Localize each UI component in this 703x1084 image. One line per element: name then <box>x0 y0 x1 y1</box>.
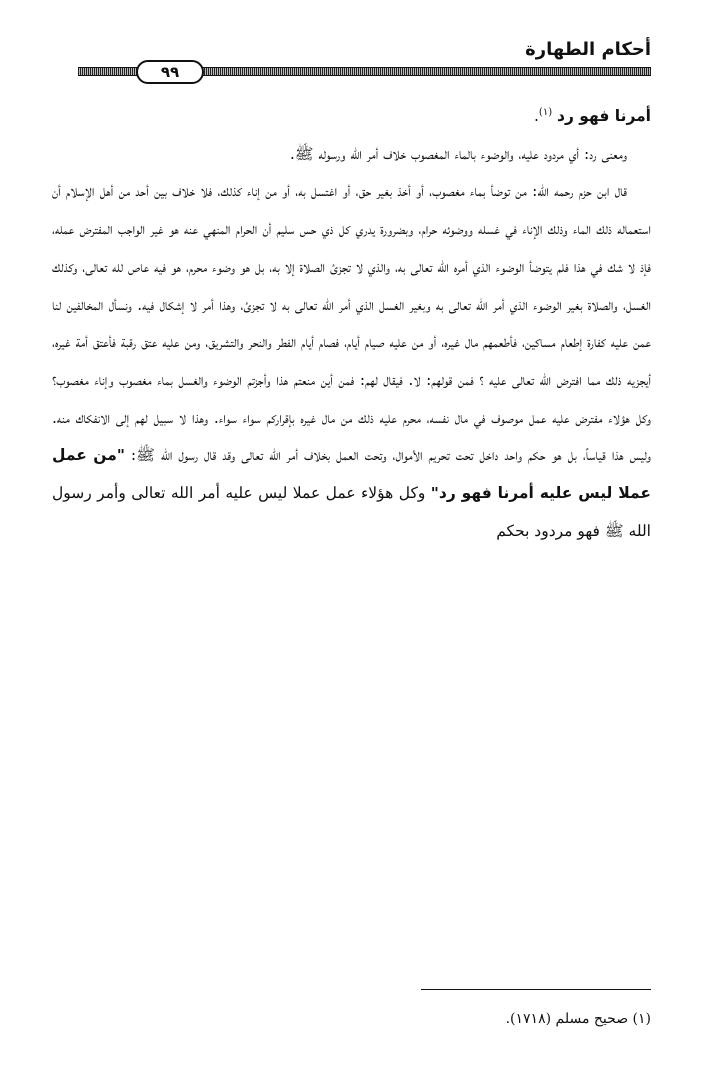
footnote-divider <box>421 989 651 990</box>
hadith-ending: أمرنا فهو رد <box>557 107 651 125</box>
footnote: (١) صحيح مسلم (١٧١٨). <box>505 1011 651 1027</box>
hadith-quote: "من عمل عملا ليس عليه أمرنا فهو رد" <box>52 446 651 503</box>
page-number: ٩٩ <box>136 60 204 84</box>
paragraph-3-after-quote: وكل هؤلاء عمل عملا ليس عليه أمر الله تعالى وأمر رسول الله ﷺ فهو مردود بحكم <box>52 484 651 540</box>
body-text <box>52 98 651 550</box>
paragraph-1-tail: . <box>533 107 539 125</box>
paragraph-2: ومعنى رد: أي مردود عليه، والوضوء بالماء المغصوب خلاف أمر الله ورسوله ﷺ. <box>289 144 627 163</box>
running-title: أحكام الطهارة <box>525 39 651 60</box>
paragraph-3-text: قال ابن حزم رحمه الله: من توضأ بماء مغصوب، أو أخذ بغير حق، أو اغتسل به، أو من إناء كذلك، فلا خلاف بين أحد من أهل الإسلام أن استعماله ذلك الماء وذلك الإناء في غسله ووضوئه حرام، وبضرورة يدري كل ذي حس سليم أن الحرام المنهي عنه هو غير الواجب المفترض عمله، فإذ لا شك في هذا فلم يتوضأ الوضوء الذي أمره الله تعالى به، والذي لا تجزئ الصلاة إلا به، بل هو وضوء محرم، هو فيه عاص لله تعالى، وكذلك الغسل، والصلاة بغير الوضوء الذي أمر الله تعالى به وبغير الغسل الذي أمر الله تعالى به لا تجزئ، وهذا أمر لا إشكال فيه. ونسأل المخالفين لنا عمن عليه كفارة إطعام مساكين، فأطعمهم مال غيره، أو من عليه صيام أيام، فصام أيام الفطر والنحر والتشريق، ومن عليه عتق رقبة فأعتق أمة غيره، أيجزيه ذلك مما افترض الله تعالى عليه ؟ فمن قولهم: لا. فيقال لهم: فمن أين منعتم هذا وأجزتم الوضوء والغسل بماء مغصوب وإناء مغصوب؟ وكل هؤلاء مفترض عليه عمل موصوف في مال نفسه، محرم عليه ذلك من مال غيره بإقراركم سواء سواء. وهذا لا سبيل لهم إلى الانفكاك منه. وليس هذا قياساً، بل هو حكم واحد داخل تحت تحريم الأموال، وتحت العمل بخلاف أمر الله تعالى وقد قال رسول الله ﷺ: <box>52 182 651 465</box>
page-header <box>78 38 651 81</box>
paragraph-1 <box>52 98 651 136</box>
footnote-reference: (١) <box>538 106 553 118</box>
paragraph-3 <box>52 173 651 550</box>
